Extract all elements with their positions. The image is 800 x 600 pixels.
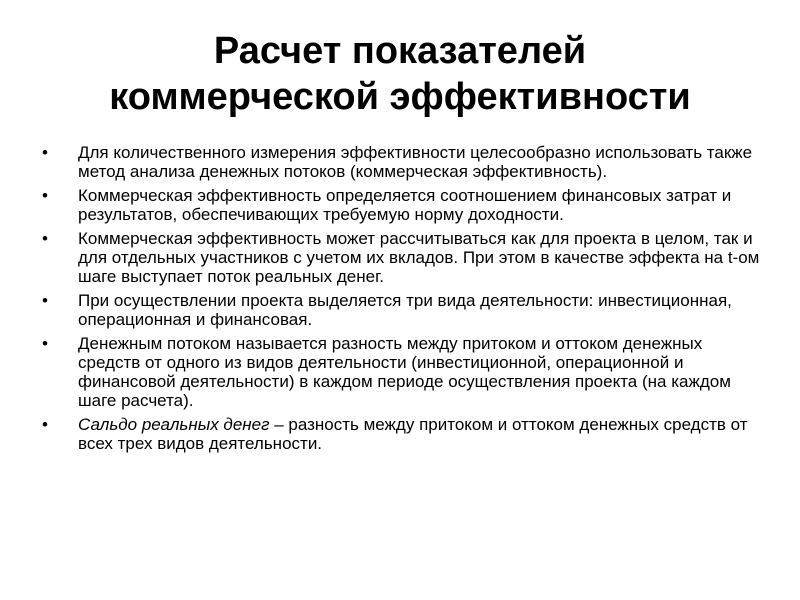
bullet-symbol: •: [42, 229, 48, 248]
bullet-term-italic: Сальдо реальных денег: [78, 415, 270, 434]
bullet-item-1: [40, 143, 760, 181]
bullet-list: [40, 143, 760, 458]
bullet-symbol: •: [42, 143, 48, 162]
slide-title: [20, 28, 780, 120]
bullet-item-2: [40, 186, 760, 224]
bullet-text-3: Коммерческая эффективность может рассчитываться как для проекта в целом, так и для отдельных участников с учетом их вкладов. При этом в качестве эффекта на t-ом шаге выступает поток реальных денег.: [78, 229, 760, 286]
bullet-item-4: [40, 291, 760, 329]
bullet-symbol: •: [42, 415, 48, 434]
bullet-text-6: – разность между притоком и оттоком денежных средств от всех трех видов деятельности.: [78, 415, 748, 453]
bullet-text-5: Денежным потоком называется разность между притоком и оттоком денежных средств от одного из видов деятельности (инвестиционной, операционной и финансовой деятельности) в каждом периоде осуществления проекта (на каждом шаге расчета).: [78, 334, 731, 410]
bullet-text-1: Для количественного измерения эффективности целесообразно использовать также метод анализа денежных потоков (коммерческая эффективность).: [78, 143, 753, 181]
bullet-item-3: [40, 229, 760, 286]
slide-title-line-1: Расчет показателей: [213, 30, 587, 72]
slide-title-line-2: коммерческой эффективности: [109, 76, 691, 118]
bullet-text-2: Коммерческая эффективность определяется соотношением финансовых затрат и результатов, обеспечивающих требуемую норму доходности.: [78, 186, 732, 224]
bullet-item-5: [40, 334, 760, 410]
bullet-symbol: •: [42, 186, 48, 205]
bullet-symbol: •: [42, 334, 48, 353]
bullet-text-4: При осуществлении проекта выделяется три вида деятельности: инвестиционная, операционная и финансовая.: [78, 291, 732, 329]
bullet-symbol: •: [42, 291, 48, 310]
bullet-item-6: [40, 415, 760, 453]
